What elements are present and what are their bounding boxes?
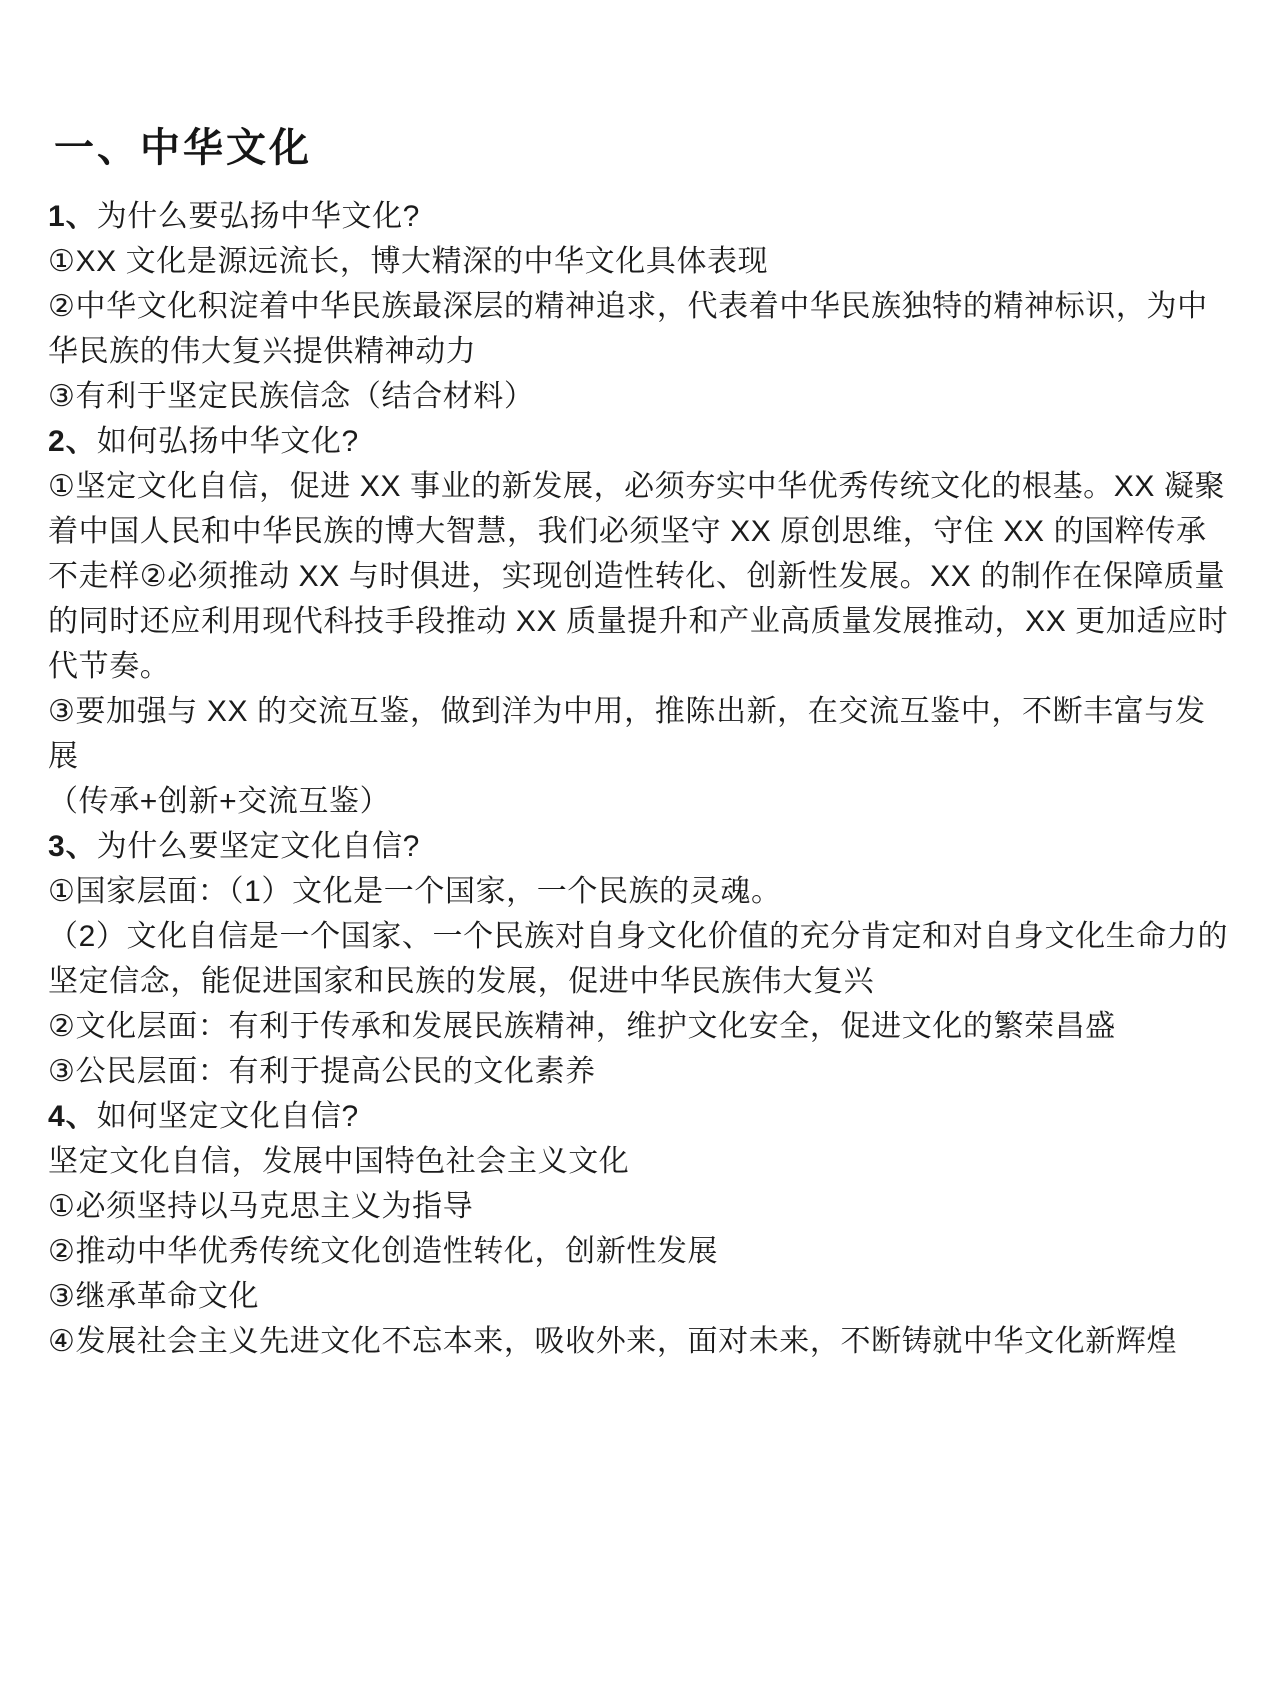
paragraph: ①必须坚持以马克思主义为指导 xyxy=(48,1190,474,1223)
question-number: 4、 xyxy=(48,1100,97,1133)
question-number: 3、 xyxy=(48,830,97,863)
page-title: 一、中华文化 xyxy=(54,126,312,170)
paragraph: ③要加强与 XX 的交流互鉴，做到洋为中用，推陈出新，在交流互鉴中，不断丰富与发展 xyxy=(48,695,1206,773)
section-3 xyxy=(48,824,1230,1094)
question-text: 为什么要坚定文化自信? xyxy=(96,830,420,863)
paragraph: ②文化层面：有利于传承和发展民族精神，维护文化安全，促进文化的繁荣昌盛 xyxy=(48,1010,1116,1043)
paragraph: （2）文化自信是一个国家、一个民族对自身文化价值的充分肯定和对自身文化生命力的坚定信念，能促进国家和民族的发展，促进中华民族伟大复兴 xyxy=(48,920,1229,998)
paragraph: ③继承革命文化 xyxy=(48,1280,260,1313)
section-question xyxy=(48,1094,1230,1139)
section-question xyxy=(48,419,1230,464)
question-number: 1、 xyxy=(48,200,97,233)
question-text: 如何坚定文化自信? xyxy=(96,1100,359,1133)
question-number: 2、 xyxy=(48,425,97,458)
paragraph: ②推动中华优秀传统文化创造性转化，创新性发展 xyxy=(48,1235,719,1268)
paragraph: ①国家层面：（1）文化是一个国家，一个民族的灵魂。 xyxy=(48,875,782,908)
paragraph: ①坚定文化自信，促进 XX 事业的新发展，必须夯实中华优秀传统文化的根基。XX 凝聚着中国人民和中华民族的博大智慧，我们必须坚守 XX 原创思维，守住 XX 的国粹传承不走样②必须推动 XX 与时俱进，实现创造性转化、创新性发展。XX 的制作在保障质量的同时还应利用现代科技手段推动 XX 质量提升和产业高质量发展推动，XX 更加适应时代节奏。 xyxy=(48,470,1229,683)
paragraph: ③有利于坚定民族信念（结合材料） xyxy=(48,380,535,413)
paragraph: ④发展社会主义先进文化不忘本来，吸收外来，面对未来，不断铸就中华文化新辉煌 xyxy=(48,1325,1178,1358)
question-text: 为什么要弘扬中华文化? xyxy=(96,200,420,233)
section-4 xyxy=(48,1094,1230,1364)
paragraph: （传承+创新+交流互鉴） xyxy=(48,785,391,818)
section-question xyxy=(48,194,1230,239)
section-1 xyxy=(48,194,1230,419)
question-text: 如何弘扬中华文化? xyxy=(96,425,359,458)
section-2 xyxy=(48,419,1230,824)
paragraph: 坚定文化自信，发展中国特色社会主义文化 xyxy=(48,1145,630,1178)
paragraph: ③公民层面：有利于提高公民的文化素养 xyxy=(48,1055,596,1088)
paragraph: ②中华文化积淀着中华民族最深层的精神追求，代表着中华民族独特的精神标识，为中华民族的伟大复兴提供精神动力 xyxy=(48,290,1208,368)
section-question xyxy=(48,824,1230,869)
paragraph: ①XX 文化是源远流长，博大精深的中华文化具体表现 xyxy=(48,245,769,278)
